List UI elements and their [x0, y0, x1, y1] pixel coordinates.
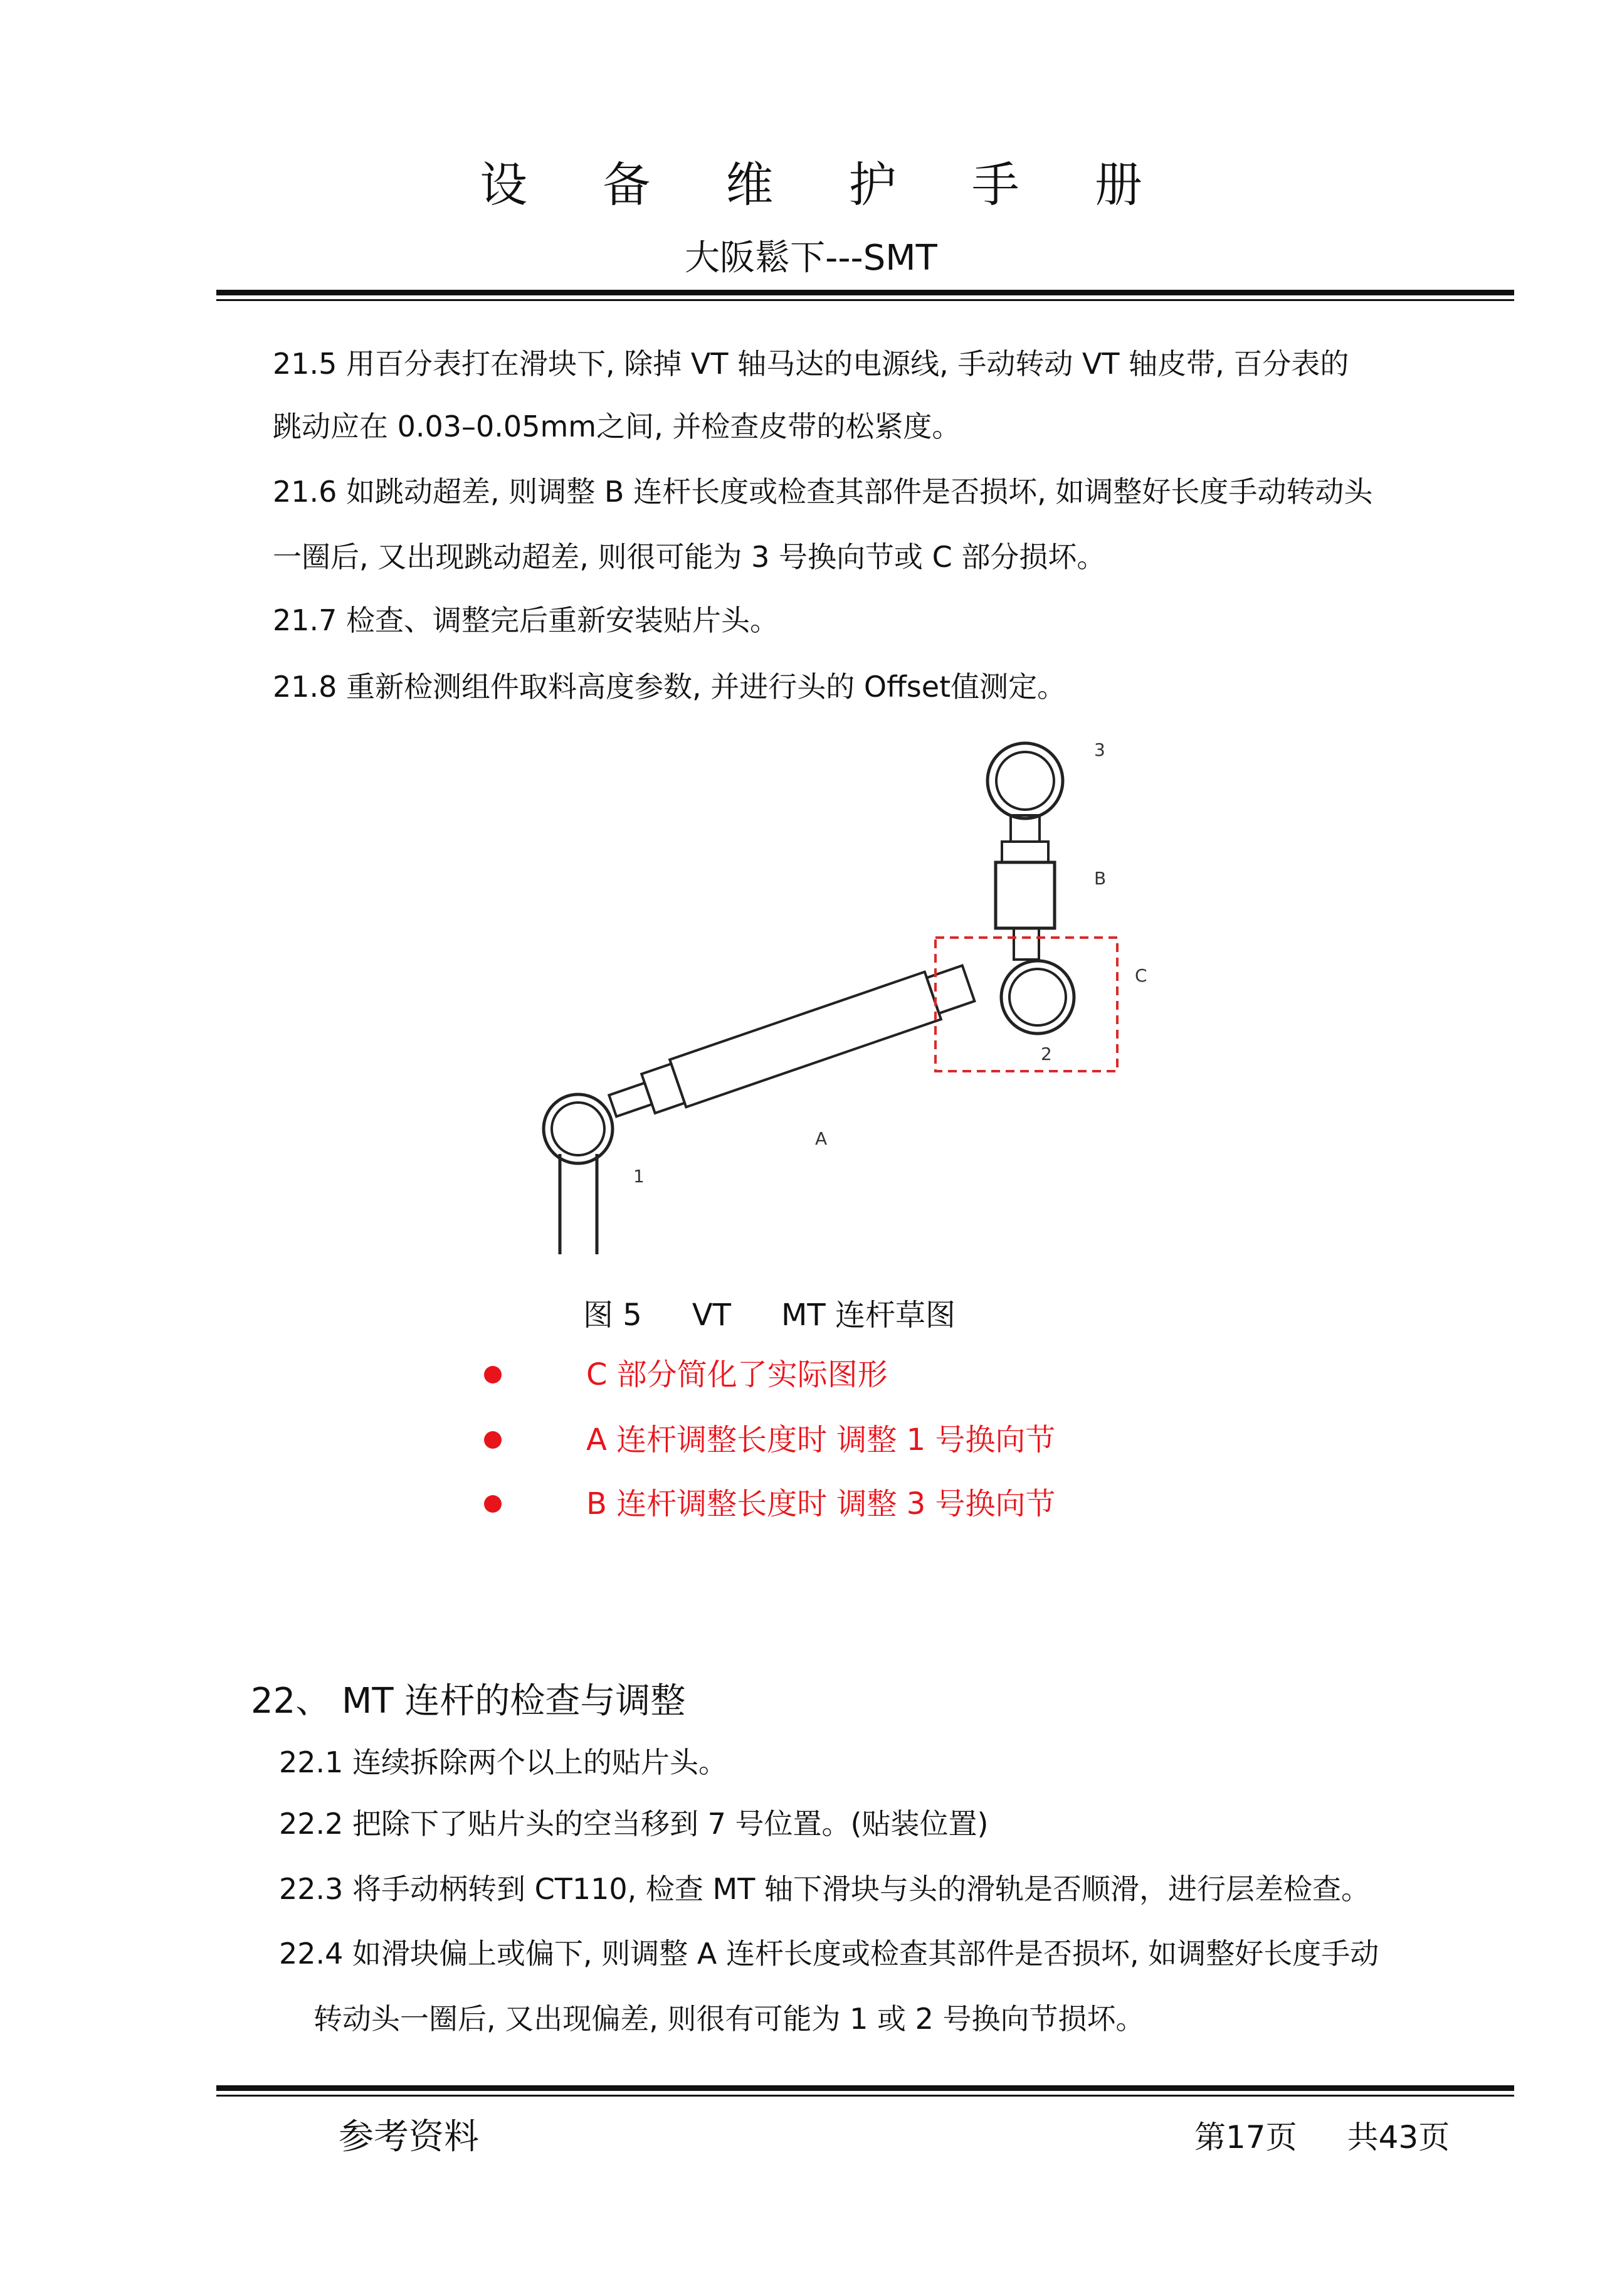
page-subtitle: 大阪鬆下---SMT: [685, 238, 937, 278]
link-b-collar: [1002, 842, 1048, 862]
caption-fig-number: 图 5: [583, 1298, 642, 1333]
para-21-5-line1: 21.5 用百分表打在滑块下, 除掉 VT 轴马达的电源线, 手动转动 VT 轴皮带, 百分表的: [273, 347, 1349, 381]
link-a: [604, 960, 976, 1129]
label-link-a: A: [815, 1128, 828, 1149]
item-22-4: 22.4 如滑块偏上或偏下, 则调整 A 连杆长度或检查其部件是否损坏, 如调整好长度手动: [279, 1937, 1379, 1971]
footer-rule-thick: [216, 2085, 1514, 2091]
header-rule-thick: [216, 290, 1514, 295]
item-22-4-cont: 转动头一圈后, 又出现偏差, 则很有可能为 1 或 2 号换向节损坏。: [313, 2002, 1145, 2036]
para-21-5-line2: 跳动应在 0.03–0.05mm之间, 并检查皮带的松紧度。: [273, 410, 961, 443]
note-1: C 部分简化了实际图形: [586, 1357, 888, 1392]
footer-rule-thin: [216, 2095, 1514, 2097]
note-3: B 连杆调整长度时 调整 3 号换向节: [586, 1486, 1056, 1521]
label-joint-2: 2: [1041, 1044, 1052, 1064]
link-b-lower-neck: [1014, 928, 1039, 960]
note-bullet-2: [484, 1431, 502, 1449]
caption-vt: VT: [692, 1298, 731, 1333]
figure-caption: [583, 1295, 956, 1335]
note-2: A 连杆调整长度时 调整 1 号换向节: [586, 1422, 1056, 1457]
link-b-body: [996, 862, 1055, 928]
joint-3-outer: [987, 743, 1063, 818]
label-part-c: C: [1135, 965, 1147, 986]
label-joint-1: 1: [633, 1166, 645, 1187]
para-21-8: 21.8 重新检测组件取料高度参数, 并进行头的 Offset值测定。: [273, 670, 1066, 704]
item-22-2: 22.2 把除下了贴片头的空当移到 7 号位置。(贴装位置): [279, 1807, 989, 1841]
note-bullet-3: [484, 1495, 502, 1513]
label-joint-3: 3: [1094, 739, 1105, 760]
footer-reference: 参考资料: [339, 2117, 479, 2157]
caption-mt: MT 连杆草图: [781, 1298, 956, 1333]
note-bullet-1: [484, 1366, 502, 1383]
label-link-b: B: [1094, 868, 1107, 889]
joint-1-inner: [552, 1103, 604, 1155]
item-22-1: 22.1 连续拆除两个以上的贴片头。: [279, 1745, 728, 1779]
footer-total: 共43页: [1347, 2119, 1450, 2156]
footer-page-number: [1194, 2113, 1450, 2161]
header-rule-thin: [216, 299, 1514, 301]
linkage-diagram: [514, 721, 1392, 1273]
footer-page: 第17页: [1194, 2119, 1297, 2156]
section-22-heading: 22、 MT 连杆的检查与调整: [251, 1681, 686, 1722]
item-22-3: 22.3 将手动柄转到 CT110, 检查 MT 轴下滑块与头的滑轨是否顺滑，进行层差检查。: [279, 1872, 1370, 1906]
page-title: 设 备 维 护 手 册: [480, 157, 1172, 213]
joint-2-outer: [1001, 961, 1074, 1034]
para-21-6-line2: 一圈后, 又出现跳动超差, 则很可能为 3 号换向节或 C 部分损坏。: [273, 540, 1106, 574]
joint-2-inner: [1009, 969, 1066, 1025]
joint-1-outer: [544, 1094, 613, 1163]
para-21-6-line1: 21.6 如跳动超差, 则调整 B 连杆长度或检查其部件是否损坏, 如调整好长度手动转动头: [273, 475, 1373, 509]
joint-3-inner: [996, 752, 1054, 810]
para-21-7: 21.7 检查、调整完后重新安装贴片头。: [273, 603, 779, 637]
